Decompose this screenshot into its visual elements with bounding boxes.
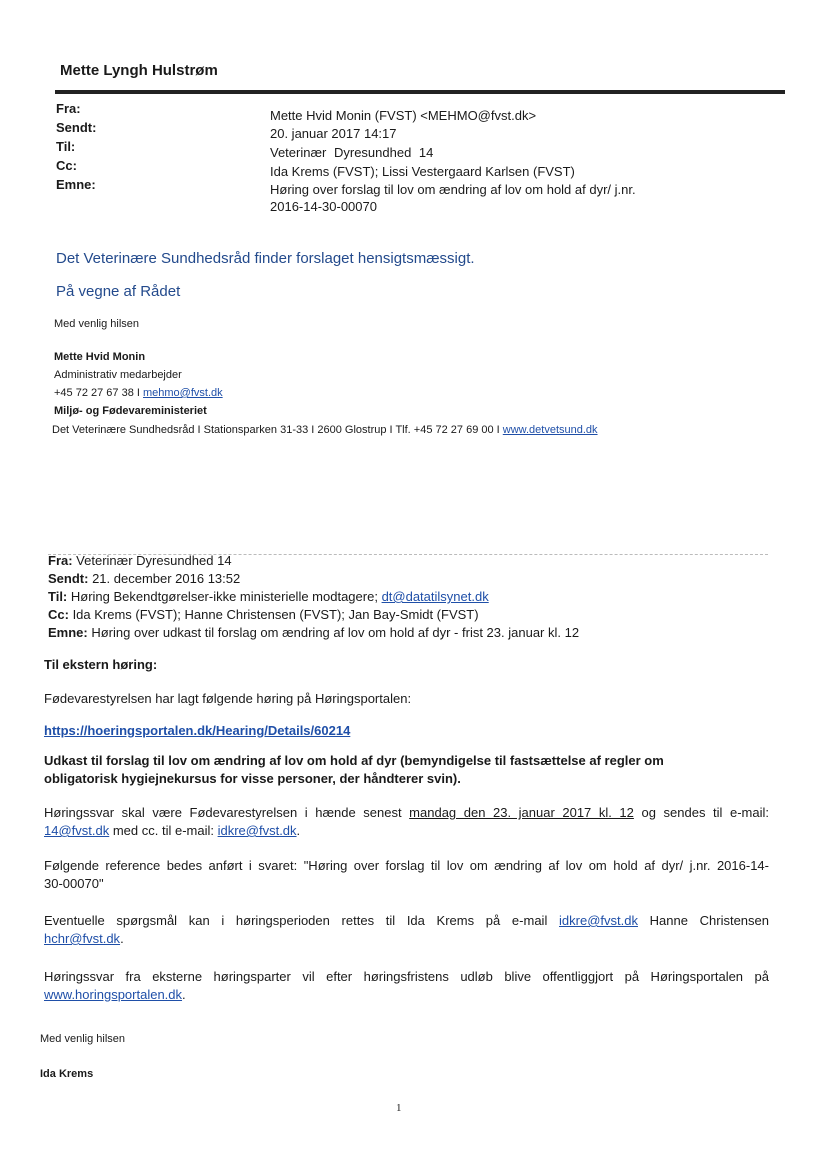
cc-label: Cc: (56, 158, 77, 173)
subject-value-line2: 2016-14-30-00070 (270, 199, 377, 214)
fwd-to-line (48, 589, 489, 604)
signature-ministry: Miljø- og Fødevareministeriet (54, 405, 207, 417)
questions-email2-link[interactable]: hchr@fvst.dk (44, 931, 121, 946)
questions-mid: på e-mail (474, 913, 560, 928)
signature-address-line (52, 424, 598, 436)
fwd-sent-label: Sendt: (48, 571, 89, 586)
fwd-sent-value: 21. december 2016 13:52 (88, 571, 241, 586)
from-label: Fra: (56, 101, 81, 116)
deadline-date: mandag den 23. januar 2017 kl. 12 (409, 805, 634, 820)
deadline-cc-text: med cc. til e-mail: (109, 823, 218, 838)
cc-value: Ida Krems (FVST); Lissi Vestergaard Karlsen (FVST) (270, 164, 575, 179)
publish-line1: Høringssvar fra eksterne høringsparter vil efter høringsfristens udløb blive offentliggjort på Høringsportalen på (44, 969, 769, 984)
fwd-cc-label: Cc: (48, 607, 69, 622)
page-number: 1 (396, 1102, 402, 1114)
deadline-line2 (44, 822, 769, 840)
hearing-link[interactable]: https://hoeringsportalen.dk/Hearing/Details/60214 (44, 723, 351, 738)
deadline-end: . (296, 823, 301, 838)
publish-line2 (44, 986, 769, 1004)
fwd-subject-line (48, 625, 579, 640)
fwd-from-label: Fra: (48, 553, 73, 568)
fwd-from-line (48, 553, 232, 568)
questions-email1-link[interactable]: idkre@fvst.dk (559, 913, 638, 928)
deadline-suffix: og sendes til e-mail: (633, 805, 769, 820)
fwd-to-label: Til: (48, 589, 68, 604)
deadline-cc-email-link[interactable]: idkre@fvst.dk (217, 823, 297, 838)
publish-link[interactable]: www.horingsportalen.dk (44, 987, 183, 1002)
reply-statement: Det Veterinære Sundhedsråd finder forslaget hensigtsmæssigt. (56, 250, 475, 267)
questions-end: . (120, 931, 124, 946)
questions-name2: Hanne Christensen (637, 913, 769, 928)
deadline-email-link[interactable]: 14@fvst.dk (44, 823, 110, 838)
sent-label: Sendt: (56, 120, 97, 135)
proposal-title-line1: Udkast til forslag til lov om ændring af lov om hold af dyr (bemyndigelse til fastsættelse af regler om (44, 753, 664, 768)
fwd-to-email-link[interactable]: dt@datatilsynet.dk (381, 589, 489, 604)
reply-greeting: Med venlig hilsen (54, 318, 139, 330)
sent-value: 20. januar 2017 14:17 (270, 126, 397, 141)
mailbox-owner-name: Mette Lyngh Hulstrøm (60, 62, 218, 79)
signature-name: Mette Hvid Monin (54, 351, 146, 363)
signature-email-link[interactable]: mehmo@fvst.dk (143, 387, 223, 399)
questions-line1 (44, 912, 769, 930)
subject-value-line1: Høring over forslag til lov om ændring af lov om hold af dyr/ j.nr. (270, 182, 636, 197)
fwd-cc-value: Ida Krems (FVST); Hanne Christensen (FVST); Jan Bay-Smidt (FVST) (68, 607, 479, 622)
questions-name: Ida Krems (406, 913, 475, 928)
reference-line1: Følgende reference bedes anført i svaret: "Høring over forslag til lov om ændring af lov om hold af dyr/ j.nr. 2016-14- (44, 858, 769, 873)
deadline-line1 (44, 804, 769, 822)
questions-prefix: Eventuelle spørgsmål kan i høringsperioden rettes til (44, 913, 407, 928)
fwd-sent-line (48, 571, 240, 586)
publish-end: . (182, 987, 186, 1002)
hearing-link-line (44, 722, 769, 740)
fwd-cc-line (48, 607, 479, 622)
deadline-prefix: Høringssvar skal være Fødevarestyrelsen i hænde senest (44, 805, 410, 820)
fwd-subject-value: Høring over udkast til forslag om ændring af lov om hold af dyr - frist 23. januar kl. 12 (87, 625, 580, 640)
signature-phone: +45 72 27 67 38 I (54, 387, 143, 399)
fwd-signoff: Ida Krems (40, 1068, 94, 1080)
reply-on-behalf: På vegne af Rådet (56, 283, 181, 300)
fwd-subject-label: Emne: (48, 625, 88, 640)
header-rule (55, 90, 785, 94)
website-link[interactable]: www.detvetsund.dk (502, 424, 598, 436)
signature-phone-line (54, 387, 223, 399)
fwd-to-value: Høring Bekendtgørelser-ikke ministerielle modtagere; (67, 589, 382, 604)
reference-line2: 30-00070" (44, 876, 104, 891)
questions-line2 (44, 930, 769, 948)
fwd-from-value: Veterinær Dyresundhed 14 (72, 553, 232, 568)
fwd-greeting: Med venlig hilsen (40, 1033, 125, 1045)
proposal-title-line2: obligatorisk hygiejnekursus for visse personer, der håndterer svin). (44, 771, 461, 786)
signature-title: Administrativ medarbejder (54, 369, 182, 381)
fwd-intro: Fødevarestyrelsen har lagt følgende høring på Høringsportalen: (44, 691, 412, 706)
to-value: Veterinær Dyresundhed 14 (270, 145, 434, 160)
to-label: Til: (56, 139, 76, 154)
subject-label: Emne: (56, 177, 96, 192)
fwd-intro-heading: Til ekstern høring: (44, 657, 158, 672)
signature-address: Det Veterinære Sundhedsråd I Stationsparken 31-33 I 2600 Glostrup I Tlf. +45 72 27 69 00 I (52, 424, 503, 436)
from-value: Mette Hvid Monin (FVST) <MEHMO@fvst.dk> (270, 108, 537, 123)
